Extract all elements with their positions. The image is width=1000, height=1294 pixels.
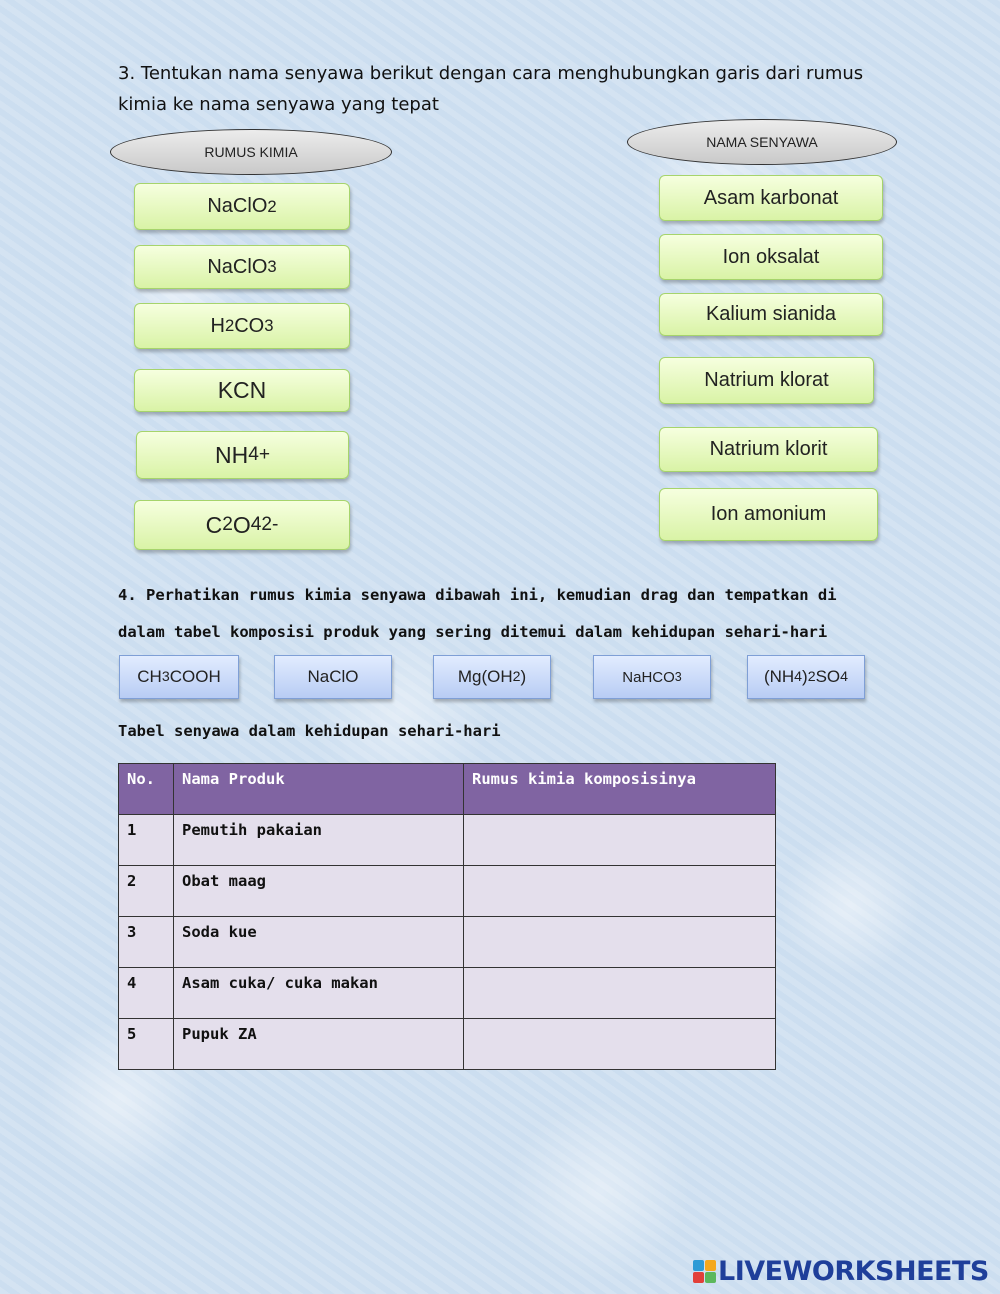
formula-base: H: [210, 314, 225, 337]
drop-zone-formula[interactable]: [464, 1019, 776, 1070]
header-no: No.: [119, 764, 174, 815]
table-row: [119, 917, 776, 968]
liveworksheets-logo-icon: [693, 1260, 716, 1283]
chip-text-2: ): [520, 667, 527, 686]
composition-table: [118, 763, 776, 1070]
row-product: Asam cuka/ cuka makan: [174, 968, 464, 1019]
formula-sub: 2: [224, 316, 235, 335]
chip-text: (NH: [763, 667, 795, 686]
formula-sub-2: 4: [250, 514, 262, 535]
formula-sub: 3: [267, 257, 277, 276]
chip-text: NaClO: [307, 667, 359, 686]
brand-name: LIVEWORKSHEETS: [718, 1255, 989, 1287]
drop-zone-formula[interactable]: [464, 968, 776, 1019]
question-4-line-1: 4. Perhatikan rumus kimia senyawa dibawah ini, kemudian drag dan tempatkan di: [118, 586, 837, 604]
question-3-text: 3. Tentukan nama senyawa berikut dengan cara menghubungkan garis dari rumus kimia ke nama senyawa yang tepat: [118, 63, 864, 115]
formula-sup: 2-: [261, 514, 279, 535]
chip-naclo[interactable]: [274, 655, 392, 699]
formula-base: NH: [214, 441, 249, 468]
chip-text-2: COOH: [169, 667, 221, 686]
chip-ch3cooh[interactable]: [119, 655, 239, 699]
row-product: Pemutih pakaian: [174, 815, 464, 866]
formula-sub: 2: [267, 196, 277, 216]
formula-base: NaClO: [207, 195, 268, 217]
chip-sub: 3: [674, 670, 682, 684]
row-no: 2: [119, 866, 174, 917]
drop-zone-formula[interactable]: [464, 917, 776, 968]
nama-senyawa-header: NAMA SENYAWA: [627, 119, 897, 165]
table-row: [119, 1019, 776, 1070]
row-no: 1: [119, 815, 174, 866]
table-row: [119, 968, 776, 1019]
name-box-asam-karbonat[interactable]: Asam karbonat: [659, 175, 883, 221]
formula-sup: +: [258, 444, 271, 465]
chip-sub-2: 2: [807, 669, 816, 685]
row-product: Soda kue: [174, 917, 464, 968]
formula-box-h2co3[interactable]: [134, 303, 350, 349]
formula-box-nh4[interactable]: [136, 431, 349, 479]
liveworksheets-logo: [693, 1256, 989, 1286]
formula-rest: O: [232, 511, 251, 538]
row-no: 3: [119, 917, 174, 968]
row-product: Pupuk ZA: [174, 1019, 464, 1070]
chip-text: Mg(OH: [457, 667, 513, 686]
chip-sub: 2: [512, 669, 521, 685]
name-box-natrium-klorit[interactable]: Natrium klorit: [659, 427, 878, 472]
chip-mg-oh2[interactable]: [433, 655, 551, 699]
formula-box-kcn[interactable]: [134, 369, 350, 412]
header-nama-produk: Nama Produk: [174, 764, 464, 815]
name-box-kalium-sianida[interactable]: Kalium sianida: [659, 293, 883, 336]
row-product: Obat maag: [174, 866, 464, 917]
question-4-line-2: dalam tabel komposisi produk yang sering ditemui dalam kehidupan sehari-hari: [118, 623, 828, 641]
formula-box-naclo2[interactable]: [134, 183, 350, 230]
row-no: 4: [119, 968, 174, 1019]
table-row: [119, 866, 776, 917]
formula-base: KCN: [217, 377, 267, 403]
chip-sub-3: 4: [840, 669, 849, 685]
chip-text-2: ): [802, 667, 808, 686]
chip-sub: 4: [794, 669, 803, 685]
table-header-row: [119, 764, 776, 815]
formula-base: C: [205, 511, 223, 538]
formula-box-c2o4[interactable]: [134, 500, 350, 550]
table-row: [119, 815, 776, 866]
formula-sub: 2: [222, 514, 233, 535]
chip-text: CH: [137, 667, 162, 686]
header-rumus-kimia: Rumus kimia komposisinya: [464, 764, 776, 815]
chip-nahco3[interactable]: [593, 655, 711, 699]
chip-text-3: SO: [815, 667, 841, 686]
formula-sub-2: 3: [264, 316, 274, 335]
name-box-ion-amonium[interactable]: Ion amonium: [659, 488, 878, 541]
formula-rest: CO: [234, 314, 265, 337]
formula-sub: 4: [248, 444, 259, 465]
name-box-natrium-klorat[interactable]: Natrium klorat: [659, 357, 874, 404]
rumus-kimia-header: RUMUS KIMIA: [110, 129, 392, 175]
formula-base: NaClO: [207, 255, 268, 278]
chip-sub: 3: [161, 669, 170, 685]
drop-zone-formula[interactable]: [464, 866, 776, 917]
name-box-ion-oksalat[interactable]: Ion oksalat: [659, 234, 883, 280]
row-no: 5: [119, 1019, 174, 1070]
drop-zone-formula[interactable]: [464, 815, 776, 866]
chip-nh4-2so4[interactable]: [747, 655, 865, 699]
chip-text: NaHCO: [622, 668, 675, 686]
formula-box-naclo3[interactable]: [134, 245, 350, 289]
table-title: Tabel senyawa dalam kehidupan sehari-hari: [118, 722, 501, 740]
